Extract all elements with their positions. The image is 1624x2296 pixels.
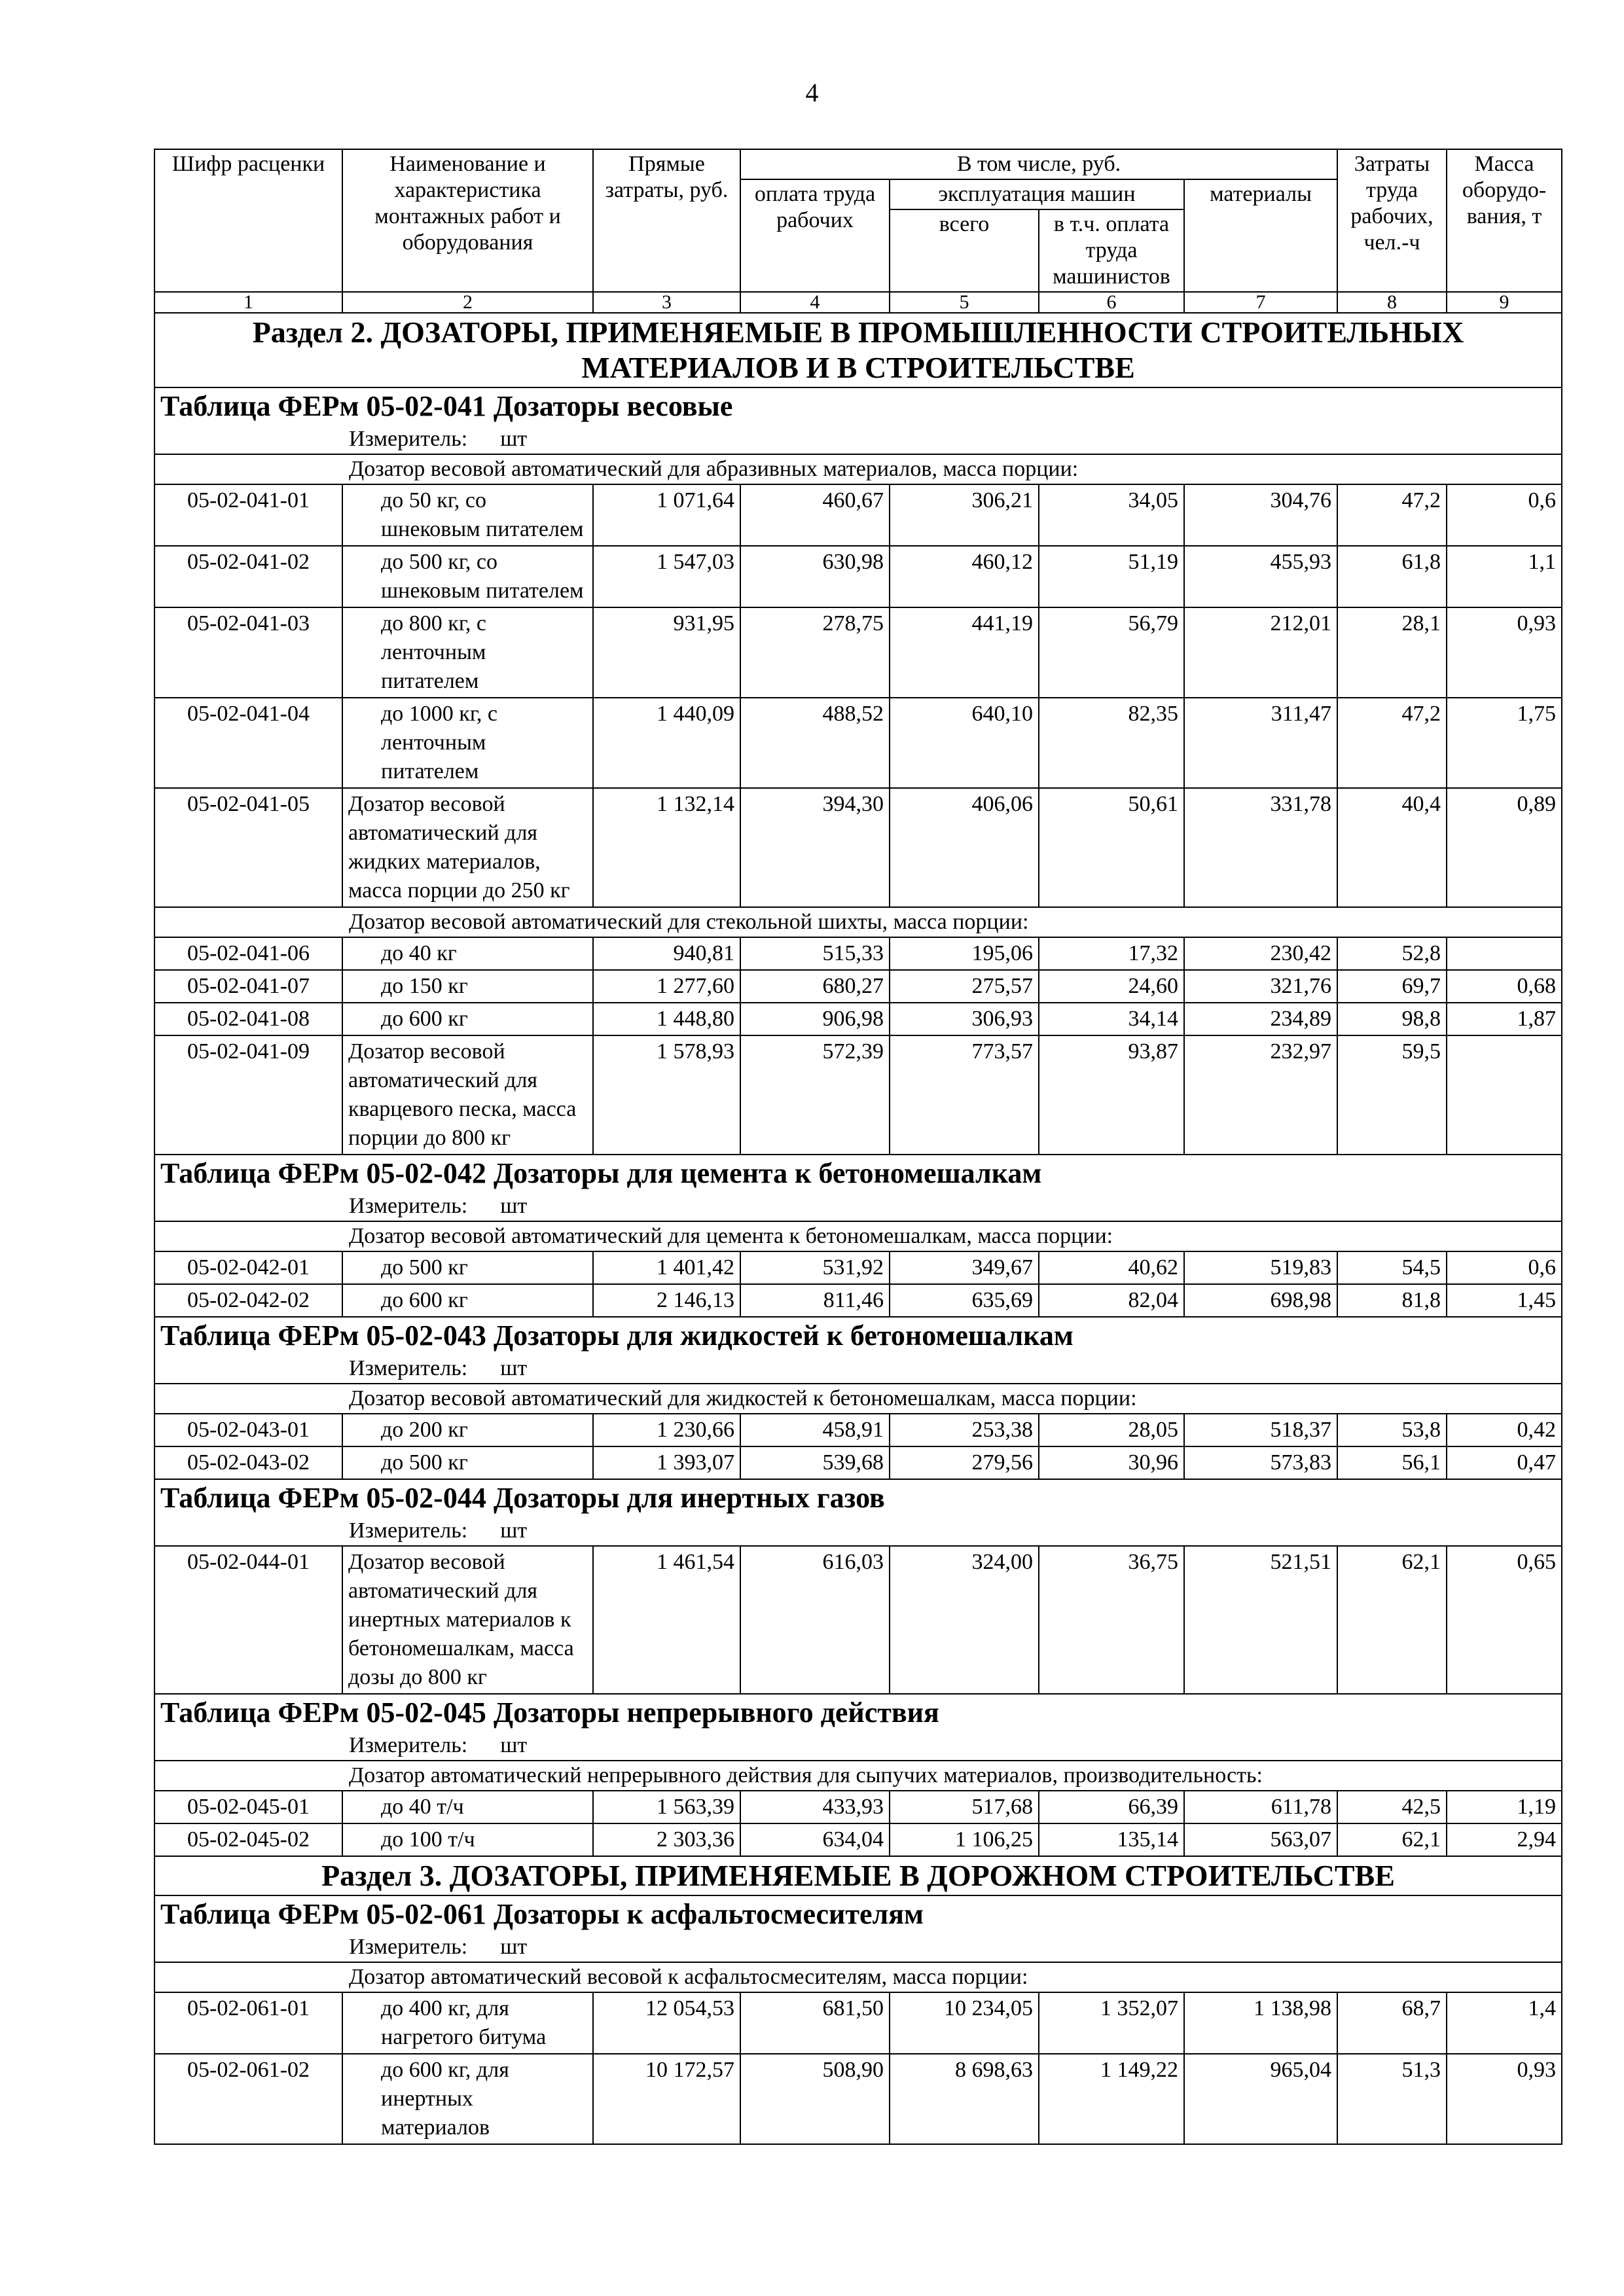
machines-total: 253,38 (890, 1414, 1039, 1446)
rate-code: 05-02-041-02 (154, 546, 342, 607)
column-number: 7 (1184, 292, 1337, 313)
meter-unit: шт (500, 1935, 528, 1959)
rate-code: 05-02-061-01 (154, 1992, 342, 2054)
table-row (154, 1992, 1562, 2054)
column-number: 1 (154, 292, 342, 313)
machines-total: 406,06 (890, 788, 1039, 907)
materials: 521,51 (1184, 1546, 1337, 1694)
rate-code: 05-02-043-01 (154, 1414, 342, 1446)
column-number: 8 (1337, 292, 1447, 313)
direct-costs: 12 054,53 (593, 1992, 740, 2054)
materials: 518,37 (1184, 1414, 1337, 1446)
direct-costs: 2 303,36 (593, 1823, 740, 1856)
machines-total: 275,57 (890, 970, 1039, 1003)
labor-cost: 28,1 (1337, 607, 1447, 698)
equipment-mass: 0,65 (1447, 1546, 1562, 1694)
labor-cost: 59,5 (1337, 1035, 1447, 1155)
rate-code: 05-02-042-01 (154, 1251, 342, 1284)
header-machines-total: всего (890, 209, 1039, 292)
meter-label: Измеритель: (349, 1518, 468, 1543)
equipment-mass: 1,19 (1447, 1791, 1562, 1823)
equipment-mass: 0,47 (1447, 1446, 1562, 1479)
labor-cost: 53,8 (1337, 1414, 1447, 1446)
rate-code: 05-02-041-06 (154, 937, 342, 970)
column-number: 3 (593, 292, 740, 313)
work-name: Дозатор весовой автоматический для жидких материалов, масса порции до 250 кг (342, 788, 593, 907)
table-row (154, 970, 1562, 1003)
direct-costs: 1 071,64 (593, 484, 740, 546)
group-heading-row (154, 1761, 1562, 1791)
labor-pay: 458,91 (740, 1414, 890, 1446)
labor-pay: 508,90 (740, 2054, 890, 2144)
materials: 230,42 (1184, 937, 1337, 970)
labor-pay: 433,93 (740, 1791, 890, 1823)
group-heading-row (154, 1221, 1562, 1251)
machinists-pay: 36,75 (1039, 1546, 1184, 1694)
rate-code: 05-02-043-02 (154, 1446, 342, 1479)
table-row (154, 1414, 1562, 1446)
direct-costs: 1 563,39 (593, 1791, 740, 1823)
labor-cost: 81,8 (1337, 1284, 1447, 1317)
meter-label: Измеритель: (349, 1356, 468, 1380)
table-row (154, 788, 1562, 907)
meter-cell (154, 1192, 1562, 1221)
machinists-pay: 30,96 (1039, 1446, 1184, 1479)
labor-cost: 54,5 (1337, 1251, 1447, 1284)
labor-cost: 40,4 (1337, 788, 1447, 907)
materials: 563,07 (1184, 1823, 1337, 1856)
work-name: Дозатор весовой автоматический для кварцевого песка, масса порции до 800 кг (342, 1035, 593, 1155)
machines-total: 195,06 (890, 937, 1039, 970)
table-row (154, 607, 1562, 698)
header-code: Шифр расценки (154, 149, 342, 292)
machines-total: 10 234,05 (890, 1992, 1039, 2054)
materials: 573,83 (1184, 1446, 1337, 1479)
labor-pay: 572,39 (740, 1035, 890, 1155)
labor-cost: 42,5 (1337, 1791, 1447, 1823)
table-row (154, 1003, 1562, 1035)
machines-total: 441,19 (890, 607, 1039, 698)
table-row (154, 1035, 1562, 1155)
column-number: 2 (342, 292, 593, 313)
direct-costs: 1 393,07 (593, 1446, 740, 1479)
materials: 212,01 (1184, 607, 1337, 698)
machinists-pay: 82,04 (1039, 1284, 1184, 1317)
section-heading (154, 1856, 1562, 1895)
page-number: 4 (805, 78, 819, 107)
meter-row (154, 1516, 1562, 1546)
table-title: Таблица ФЕРм 05-02-061 Дозаторы к асфальтосмесителям (154, 1895, 1562, 1933)
labor-pay: 531,92 (740, 1251, 890, 1284)
materials: 698,98 (1184, 1284, 1337, 1317)
table-title-row (154, 1155, 1562, 1192)
equipment-mass: 0,93 (1447, 2054, 1562, 2144)
group-heading-row (154, 1384, 1562, 1414)
meter-label: Измеритель: (349, 1935, 468, 1959)
work-name: до 40 кг (342, 937, 593, 970)
machinists-pay: 93,87 (1039, 1035, 1184, 1155)
work-name: до 1000 кг, с ленточным питателем (342, 698, 593, 788)
machines-total: 640,10 (890, 698, 1039, 788)
table-title: Таблица ФЕРм 05-02-044 Дозаторы для инертных газов (154, 1479, 1562, 1516)
machinists-pay: 50,61 (1039, 788, 1184, 907)
direct-costs: 1 440,09 (593, 698, 740, 788)
labor-pay: 680,27 (740, 970, 890, 1003)
machinists-pay: 34,14 (1039, 1003, 1184, 1035)
direct-costs: 1 230,66 (593, 1414, 740, 1446)
header-machinists-pay: в т.ч. оплата труда машинистов (1039, 209, 1184, 292)
materials: 611,78 (1184, 1791, 1337, 1823)
header-labor-cost: Затраты труда рабочих, чел.-ч (1337, 149, 1447, 292)
header-materials: материалы (1184, 179, 1337, 292)
table-row (154, 484, 1562, 546)
equipment-mass: 1,4 (1447, 1992, 1562, 2054)
work-name: до 200 кг (342, 1414, 593, 1446)
machinists-pay: 40,62 (1039, 1251, 1184, 1284)
machines-total: 773,57 (890, 1035, 1039, 1155)
rate-code: 05-02-041-07 (154, 970, 342, 1003)
table-row (154, 1446, 1562, 1479)
machinists-pay: 34,05 (1039, 484, 1184, 546)
group-heading-row (154, 1962, 1562, 1992)
materials: 232,97 (1184, 1035, 1337, 1155)
direct-costs: 1 401,42 (593, 1251, 740, 1284)
labor-cost: 69,7 (1337, 970, 1447, 1003)
table-title-row (154, 387, 1562, 425)
labor-pay: 906,98 (740, 1003, 890, 1035)
labor-pay: 488,52 (740, 698, 890, 788)
labor-cost: 47,2 (1337, 698, 1447, 788)
rate-code: 05-02-045-02 (154, 1823, 342, 1856)
work-name: до 600 кг (342, 1003, 593, 1035)
machines-total: 279,56 (890, 1446, 1039, 1479)
table-row (154, 546, 1562, 607)
header-direct-costs: Прямые затраты, руб. (593, 149, 740, 292)
equipment-mass: 0,93 (1447, 607, 1562, 698)
machines-total: 635,69 (890, 1284, 1039, 1317)
equipment-mass: 1,87 (1447, 1003, 1562, 1035)
equipment-mass: 1,45 (1447, 1284, 1562, 1317)
meter-cell (154, 1516, 1562, 1546)
machines-total: 306,21 (890, 484, 1039, 546)
machinists-pay: 82,35 (1039, 698, 1184, 788)
direct-costs: 1 132,14 (593, 788, 740, 907)
meter-cell (154, 1354, 1562, 1384)
meter-unit: шт (500, 427, 528, 451)
labor-cost: 51,3 (1337, 2054, 1447, 2144)
header-including: В том числе, руб. (740, 149, 1337, 179)
labor-pay: 630,98 (740, 546, 890, 607)
meter-unit: шт (500, 1194, 528, 1218)
table-body (154, 313, 1562, 2144)
column-number: 9 (1447, 292, 1562, 313)
rate-code: 05-02-061-02 (154, 2054, 342, 2144)
machines-total: 349,67 (890, 1251, 1039, 1284)
meter-unit: шт (500, 1356, 528, 1380)
machines-total: 324,00 (890, 1546, 1039, 1694)
group-heading-row (154, 907, 1562, 937)
equipment-mass: 0,68 (1447, 970, 1562, 1003)
direct-costs: 931,95 (593, 607, 740, 698)
equipment-mass: 1,75 (1447, 698, 1562, 788)
direct-costs: 1 578,93 (593, 1035, 740, 1155)
header-machines: эксплуатация машин (890, 179, 1184, 209)
machines-total: 306,93 (890, 1003, 1039, 1035)
header-name: Наименование и характеристика монтажных работ и оборудования (342, 149, 593, 292)
equipment-mass: 0,6 (1447, 484, 1562, 546)
labor-pay: 539,68 (740, 1446, 890, 1479)
equipment-mass: 0,6 (1447, 1251, 1562, 1284)
rate-code: 05-02-041-08 (154, 1003, 342, 1035)
materials: 519,83 (1184, 1251, 1337, 1284)
machines-total: 1 106,25 (890, 1823, 1039, 1856)
table-title: Таблица ФЕРм 05-02-042 Дозаторы для цемента к бетономешалкам (154, 1155, 1562, 1192)
rate-code: 05-02-041-05 (154, 788, 342, 907)
table-row (154, 1251, 1562, 1284)
machinists-pay: 56,79 (1039, 607, 1184, 698)
labor-pay: 515,33 (740, 937, 890, 970)
equipment-mass: 2,94 (1447, 1823, 1562, 1856)
group-heading: Дозатор автоматический весовой к асфальтосмесителям, масса порции: (154, 1962, 1562, 1992)
group-heading: Дозатор весовой автоматический для цемента к бетономешалкам, масса порции: (154, 1221, 1562, 1251)
direct-costs: 1 448,80 (593, 1003, 740, 1035)
rate-code: 05-02-045-01 (154, 1791, 342, 1823)
materials: 455,93 (1184, 546, 1337, 607)
table-row (154, 1791, 1562, 1823)
table-title-row (154, 1694, 1562, 1731)
labor-pay: 394,30 (740, 788, 890, 907)
section-title: Раздел 3. ДОЗАТОРЫ, ПРИМЕНЯЕМЫЕ В ДОРОЖНОМ СТРОИТЕЛЬСТВЕ (154, 1856, 1562, 1895)
materials: 331,78 (1184, 788, 1337, 907)
machinists-pay: 66,39 (1039, 1791, 1184, 1823)
equipment-mass: 0,89 (1447, 788, 1562, 907)
meter-label: Измеритель: (349, 1733, 468, 1757)
labor-pay: 278,75 (740, 607, 890, 698)
rate-code: 05-02-041-03 (154, 607, 342, 698)
labor-pay: 460,67 (740, 484, 890, 546)
labor-cost: 52,8 (1337, 937, 1447, 970)
machinists-pay: 135,14 (1039, 1823, 1184, 1856)
meter-row (154, 1354, 1562, 1384)
rate-code: 05-02-042-02 (154, 1284, 342, 1317)
header-mass: Масса оборудо-вания, т (1447, 149, 1562, 292)
direct-costs: 10 172,57 (593, 2054, 740, 2144)
meter-cell (154, 1731, 1562, 1761)
meter-row (154, 1933, 1562, 1962)
section-heading (154, 313, 1562, 387)
rates-table (154, 149, 1562, 2145)
equipment-mass: 1,1 (1447, 546, 1562, 607)
labor-pay: 616,03 (740, 1546, 890, 1694)
table-header (154, 149, 1562, 313)
rate-code: 05-02-041-04 (154, 698, 342, 788)
materials: 321,76 (1184, 970, 1337, 1003)
rate-code: 05-02-044-01 (154, 1546, 342, 1694)
table-title-row (154, 1317, 1562, 1354)
work-name: до 400 кг, для нагретого битума (342, 1992, 593, 2054)
meter-row (154, 1192, 1562, 1221)
meter-label: Измеритель: (349, 427, 468, 451)
column-number: 5 (890, 292, 1039, 313)
materials: 234,89 (1184, 1003, 1337, 1035)
table-row (154, 937, 1562, 970)
machinists-pay: 17,32 (1039, 937, 1184, 970)
table-row (154, 1546, 1562, 1694)
direct-costs: 1 461,54 (593, 1546, 740, 1694)
table-row (154, 1284, 1562, 1317)
group-heading: Дозатор весовой автоматический для абразивных материалов, масса порции: (154, 454, 1562, 484)
equipment-mass (1447, 937, 1562, 970)
header-labor-pay: оплата труда рабочих (740, 179, 890, 292)
table-title-row (154, 1895, 1562, 1933)
table-title-row (154, 1479, 1562, 1516)
work-name: до 500 кг (342, 1251, 593, 1284)
direct-costs: 1 277,60 (593, 970, 740, 1003)
machinists-pay: 1 149,22 (1039, 2054, 1184, 2144)
table-title: Таблица ФЕРм 05-02-043 Дозаторы для жидкостей к бетономешалкам (154, 1317, 1562, 1354)
labor-pay: 681,50 (740, 1992, 890, 2054)
table-title: Таблица ФЕРм 05-02-045 Дозаторы непрерывного действия (154, 1694, 1562, 1731)
labor-cost: 62,1 (1337, 1546, 1447, 1694)
table-row (154, 1823, 1562, 1856)
rate-code: 05-02-041-01 (154, 484, 342, 546)
meter-unit: шт (500, 1518, 528, 1543)
section-title: Раздел 2. ДОЗАТОРЫ, ПРИМЕНЯЕМЫЕ В ПРОМЫШЛЕННОСТИ СТРОИТЕЛЬНЫХ МАТЕРИАЛОВ И В СТРОИТЕЛЬСТВЕ (154, 313, 1562, 387)
labor-cost: 47,2 (1337, 484, 1447, 546)
labor-cost: 61,8 (1337, 546, 1447, 607)
labor-cost: 62,1 (1337, 1823, 1447, 1856)
materials: 965,04 (1184, 2054, 1337, 2144)
table-row (154, 2054, 1562, 2144)
labor-pay: 811,46 (740, 1284, 890, 1317)
work-name: до 500 кг, со шнековым питателем (342, 546, 593, 607)
column-number: 4 (740, 292, 890, 313)
machinists-pay: 24,60 (1039, 970, 1184, 1003)
labor-pay: 634,04 (740, 1823, 890, 1856)
meter-row (154, 1731, 1562, 1761)
column-numbers-row (154, 292, 1562, 313)
rate-code: 05-02-041-09 (154, 1035, 342, 1155)
work-name: до 600 кг (342, 1284, 593, 1317)
column-number: 6 (1039, 292, 1184, 313)
group-heading-row (154, 454, 1562, 484)
machinists-pay: 1 352,07 (1039, 1992, 1184, 2054)
machines-total: 8 698,63 (890, 2054, 1039, 2144)
group-heading: Дозатор весовой автоматический для стекольной шихты, масса порции: (154, 907, 1562, 937)
work-name: до 50 кг, со шнековым питателем (342, 484, 593, 546)
direct-costs: 1 547,03 (593, 546, 740, 607)
machines-total: 517,68 (890, 1791, 1039, 1823)
direct-costs: 2 146,13 (593, 1284, 740, 1317)
group-heading: Дозатор автоматический непрерывного действия для сыпучих материалов, производительность: (154, 1761, 1562, 1791)
work-name: Дозатор весовой автоматический для инертных материалов к бетономешалкам, масса дозы до 800 кг (342, 1546, 593, 1694)
work-name: до 800 кг, с ленточным питателем (342, 607, 593, 698)
table-title: Таблица ФЕРм 05-02-041 Дозаторы весовые (154, 387, 1562, 425)
equipment-mass (1447, 1035, 1562, 1155)
work-name: до 150 кг (342, 970, 593, 1003)
materials: 1 138,98 (1184, 1992, 1337, 2054)
materials: 304,76 (1184, 484, 1337, 546)
materials: 311,47 (1184, 698, 1337, 788)
direct-costs: 940,81 (593, 937, 740, 970)
meter-label: Измеритель: (349, 1194, 468, 1218)
meter-unit: шт (500, 1733, 528, 1757)
group-heading: Дозатор весовой автоматический для жидкостей к бетономешалкам, масса порции: (154, 1384, 1562, 1414)
labor-cost: 56,1 (1337, 1446, 1447, 1479)
machinists-pay: 28,05 (1039, 1414, 1184, 1446)
machinists-pay: 51,19 (1039, 546, 1184, 607)
work-name: до 40 т/ч (342, 1791, 593, 1823)
table-row (154, 698, 1562, 788)
meter-cell (154, 425, 1562, 454)
meter-cell (154, 1933, 1562, 1962)
machines-total: 460,12 (890, 546, 1039, 607)
labor-cost: 98,8 (1337, 1003, 1447, 1035)
meter-row (154, 425, 1562, 454)
labor-cost: 68,7 (1337, 1992, 1447, 2054)
equipment-mass: 0,42 (1447, 1414, 1562, 1446)
work-name: до 500 кг (342, 1446, 593, 1479)
work-name: до 100 т/ч (342, 1823, 593, 1856)
work-name: до 600 кг, для инертных материалов (342, 2054, 593, 2144)
